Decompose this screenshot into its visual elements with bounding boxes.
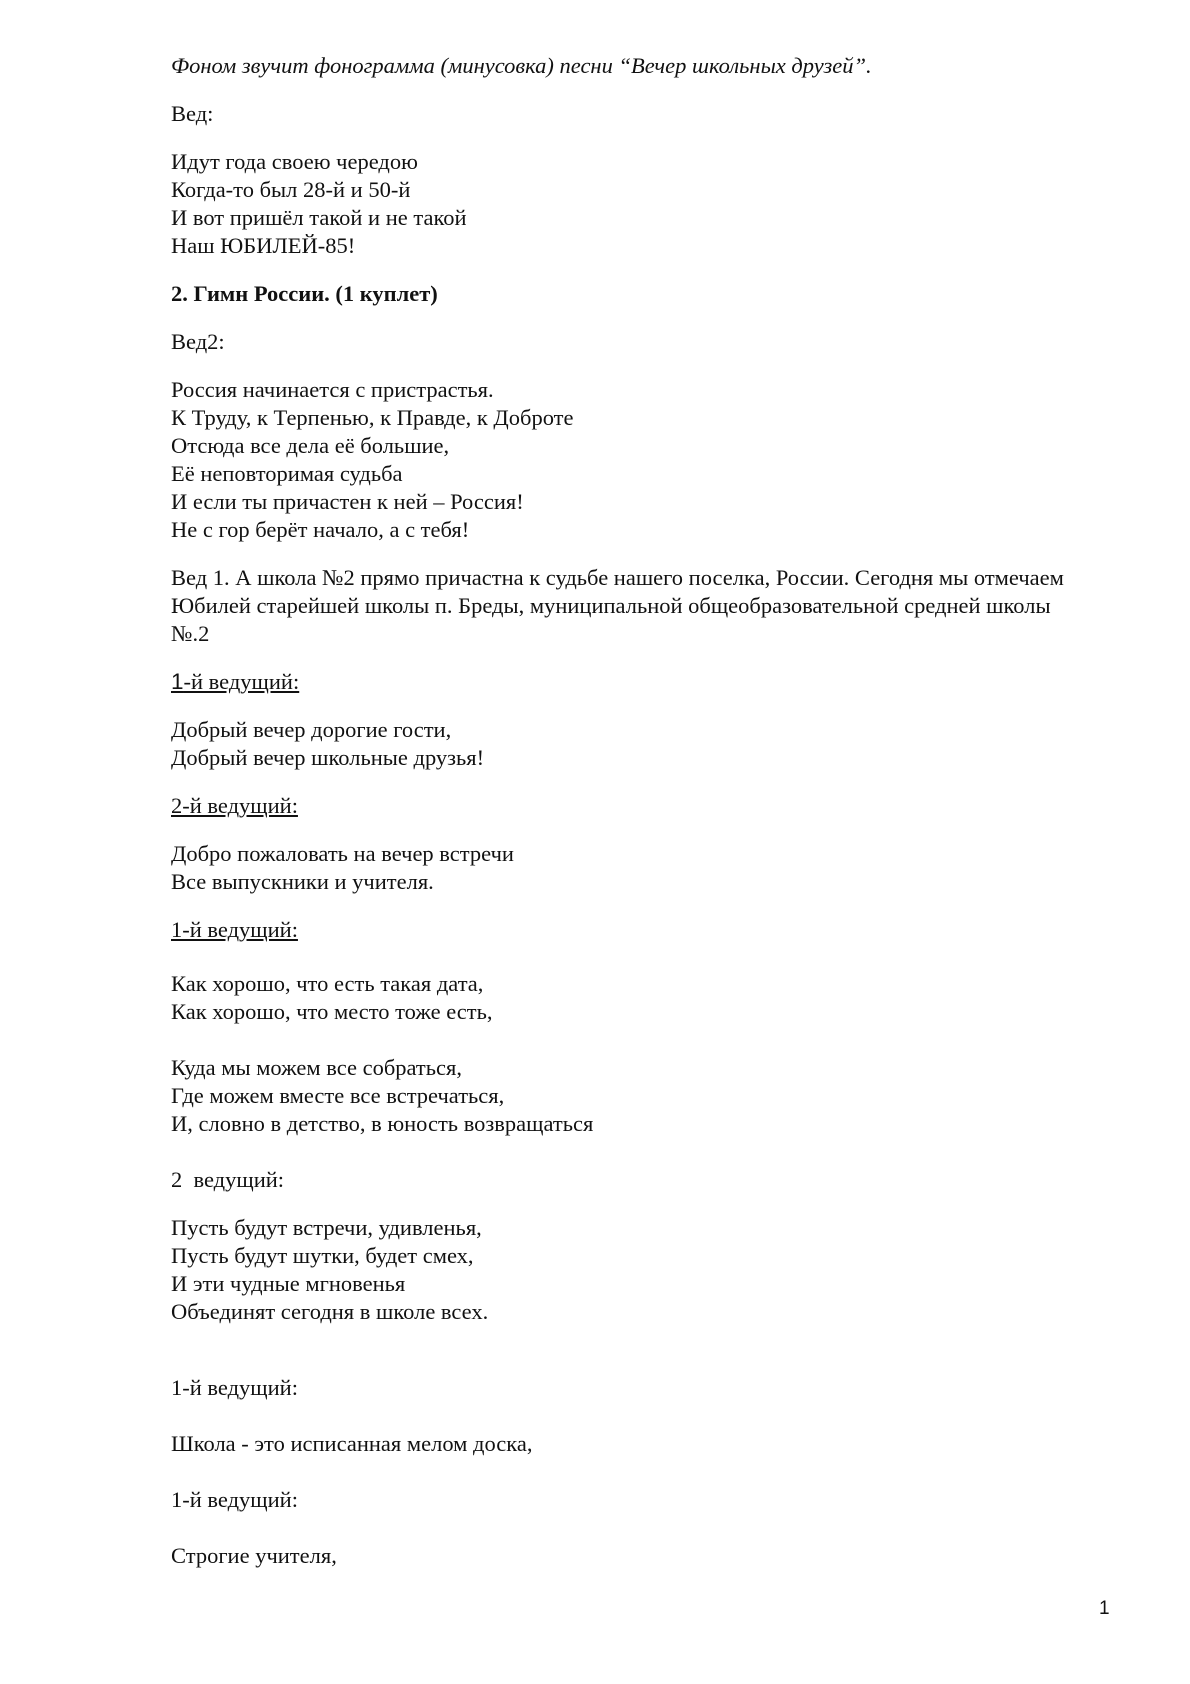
document-body — [171, 52, 1091, 1590]
poem-4 — [171, 1214, 1091, 1326]
speaker-label: 1-й ведущий: — [171, 1375, 298, 1400]
poem-line: Как хорошо, что есть такая дата, — [171, 971, 484, 996]
speaker-label: 1-й ведущий: — [171, 1487, 298, 1512]
anthem-heading — [171, 280, 1091, 308]
speaker-host1-second — [171, 916, 1091, 944]
poem-line: И если ты причастен к ней – Россия! — [171, 489, 524, 514]
speaker-host1-fourth — [171, 1486, 1091, 1514]
speaker-host2-first — [171, 792, 1091, 820]
speaker-host1-first — [171, 668, 1091, 696]
poem-line: Пусть будут встречи, удивленья, — [171, 1215, 482, 1240]
speaker-label: 1-й ведущий: — [171, 917, 298, 942]
poem-line: Как хорошо, что место тоже есть, — [171, 999, 493, 1024]
poem-line: Отсюда все дела её большие, — [171, 433, 450, 458]
poem-line: И эти чудные мгновенья — [171, 1271, 406, 1296]
poem-3b — [171, 1054, 1091, 1138]
poem-line: И, словно в детство, в юность возвращаться — [171, 1111, 594, 1136]
poem-line: Добрый вечер школьные друзья! — [171, 745, 485, 770]
poem-line: Наш ЮБИЛЕЙ-85! — [171, 233, 356, 258]
speaker-host1-third — [171, 1374, 1091, 1402]
ved1-paragraph — [171, 564, 1091, 648]
poem-line: И вот пришёл такой и не такой — [171, 205, 467, 230]
section-heading: 2. Гимн России. (1 куплет) — [171, 281, 438, 306]
poem-line: Объединят сегодня в школе всех. — [171, 1299, 489, 1324]
poem-line: Добрый вечер дорогие гости, — [171, 717, 452, 742]
poem-line: Идут года своею чередою — [171, 149, 418, 174]
teachers-line — [171, 1542, 1091, 1570]
paragraph-text: Вед 1. А школа №2 прямо причастна к судьбе нашего поселка, России. Сегодня мы отмечаем Юбилей старейшей школы п. Бреды, муниципальной общеобразовательной средней школы №.2 — [171, 565, 1064, 646]
poem-line: Её неповторимая судьба — [171, 461, 403, 486]
poem-line: Куда мы можем все собраться, — [171, 1055, 462, 1080]
poem-line: Где можем вместе все встречаться, — [171, 1083, 505, 1108]
intro-note — [171, 52, 1091, 80]
poem-line: Добро пожаловать на вечер встречи — [171, 841, 514, 866]
speaker-label — [171, 668, 1091, 696]
poem-2 — [171, 376, 1091, 544]
poem-line: Когда-то был 28-й и 50-й — [171, 177, 411, 202]
speaker-ved — [171, 100, 1091, 128]
poem-line: Школа - это исписанная мелом доска, — [171, 1431, 533, 1456]
speaker-ved2 — [171, 328, 1091, 356]
speaker-host2-second — [171, 1166, 1091, 1194]
speaker-label: 2-й ведущий: — [171, 793, 298, 818]
poem-3a — [171, 970, 1091, 1026]
page-number: 1 — [1099, 1598, 1110, 1619]
greeting-2 — [171, 840, 1091, 896]
poem-line: К Труду, к Терпенью, к Правде, к Доброте — [171, 405, 574, 430]
poem-line: Пусть будут шутки, будет смех, — [171, 1243, 474, 1268]
school-line — [171, 1430, 1091, 1458]
greeting-1 — [171, 716, 1091, 772]
poem-1 — [171, 148, 1091, 260]
poem-line: Не с гор берёт начало, а с тебя! — [171, 517, 470, 542]
poem-line: Все выпускники и учителя. — [171, 869, 434, 894]
speaker-label: Вед2: — [171, 329, 225, 354]
intro-line: Фоном звучит фонограмма (минусовка) песни “Вечер школьных друзей”. — [171, 53, 872, 78]
poem-line: Строгие учителя, — [171, 1543, 337, 1568]
poem-line: Россия начинается с пристрастья. — [171, 377, 494, 402]
speaker-label: 2 ведущий: — [171, 1167, 285, 1192]
speaker-suffix: -й ведущий: — [183, 669, 300, 694]
speaker-number: 1 — [171, 669, 184, 694]
speaker-label: Вед: — [171, 101, 214, 126]
